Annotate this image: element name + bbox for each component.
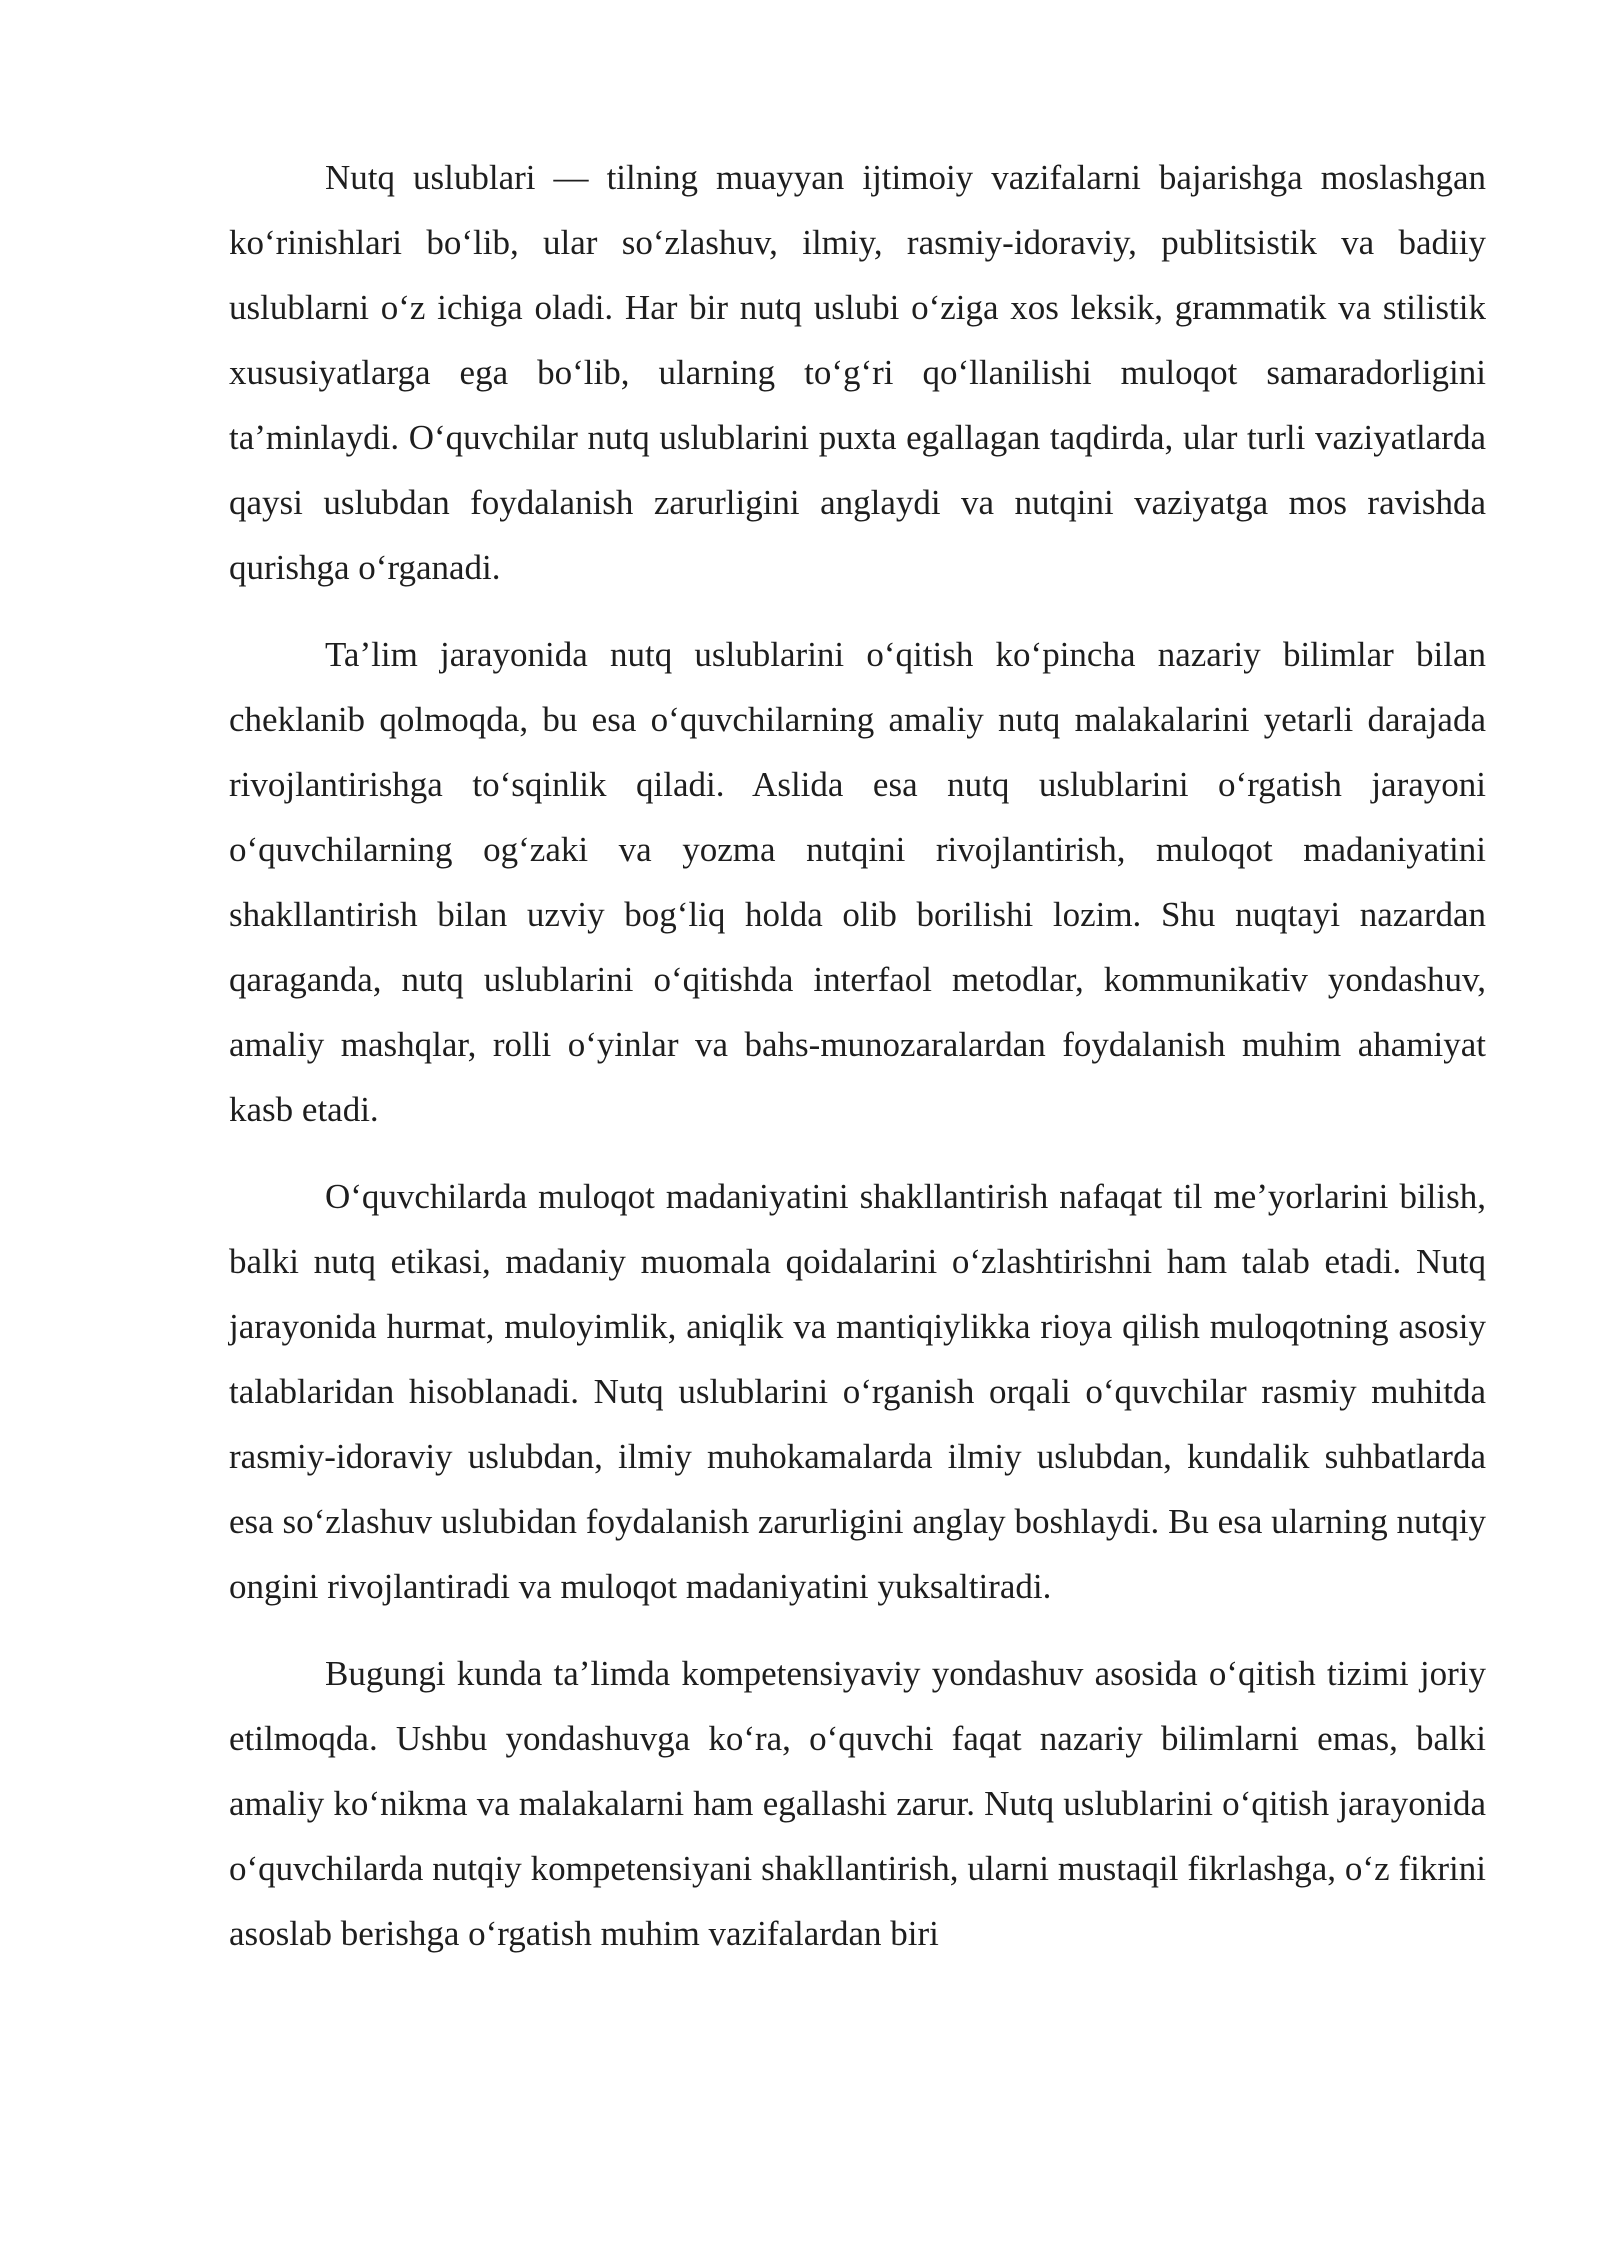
paragraph-4: Bugungi kunda taʼlimda kompetensiyaviy yondashuv asosida oʻqitish tizimi joriy etilmoqda. Ushbu yondashuvga koʻra, oʻquvchi faqat nazariy bilimlarni emas, balki amaliy koʻnikma va malakalarni ham egallashi zarur. Nutq uslublarini oʻqitish jarayonida oʻquvchilarda nutqiy kompetensiyani shakllantirish, ularni mustaqil fikrlashga, oʻz fikrini asoslab berishga oʻrgatish muhim vazifalardan biri: [229, 1654, 1486, 1953]
paragraph-1: Nutq uslublari — tilning muayyan ijtimoiy vazifalarni bajarishga moslashgan koʻrinishlari boʻlib, ular soʻzlashuv, ilmiy, rasmiy-idoraviy, publitsistik va badiiy uslublarni oʻz ichiga oladi. Har bir nutq uslubi oʻziga xos leksik, grammatik va stilistik xususiyatlarga ega boʻlib, ularning toʻgʻri qoʻllanilishi muloqot samaradorligini taʼminlaydi. Oʻquvchilar nutq uslublarini puxta egallagan taqdirda, ular turli vaziyatlarda qaysi uslubdan foydalanish zarurligini anglaydi va nutqini vaziyatga mos ravishda qurishga oʻrganadi.: [229, 158, 1486, 587]
paragraph-3: Oʻquvchilarda muloqot madaniyatini shakllantirish nafaqat til meʼyorlarini bilish, balki nutq etikasi, madaniy muomala qoidalarini oʻzlashtirishni ham talab etadi. Nutq jarayonida hurmat, muloyimlik, aniqlik va mantiqiylikka rioya qilish muloqotning asosiy talablaridan hisoblanadi. Nutq uslublarini oʻrganish orqali oʻquvchilar rasmiy muhitda rasmiy-idoraviy uslubdan, ilmiy muhokamalarda ilmiy uslubdan, kundalik suhbatlarda esa soʻzlashuv uslubidan foydalanish zarurligini anglay boshlaydi. Bu esa ularning nutqiy ongini rivojlantiradi va muloqot madaniyatini yuksaltiradi.: [229, 1177, 1486, 1606]
paragraph-2: Taʼlim jarayonida nutq uslublarini oʻqitish koʻpincha nazariy bilimlar bilan cheklanib qolmoqda, bu esa oʻquvchilarning amaliy nutq malakalarini yetarli darajada rivojlantirishga toʻsqinlik qiladi. Aslida esa nutq uslublarini oʻrgatish jarayoni oʻquvchilarning ogʻzaki va yozma nutqini rivojlantirish, muloqot madaniyatini shakllantirish bilan uzviy bogʻliq holda olib borilishi lozim. Shu nuqtayi nazardan qaraganda, nutq uslublarini oʻqitishda interfaol metodlar, kommunikativ yondashuv, amaliy mashqlar, rolli oʻyinlar va bahs-munozaralardan foydalanish muhim ahamiyat kasb etadi.: [229, 635, 1486, 1129]
document-body: [229, 145, 1486, 1988]
